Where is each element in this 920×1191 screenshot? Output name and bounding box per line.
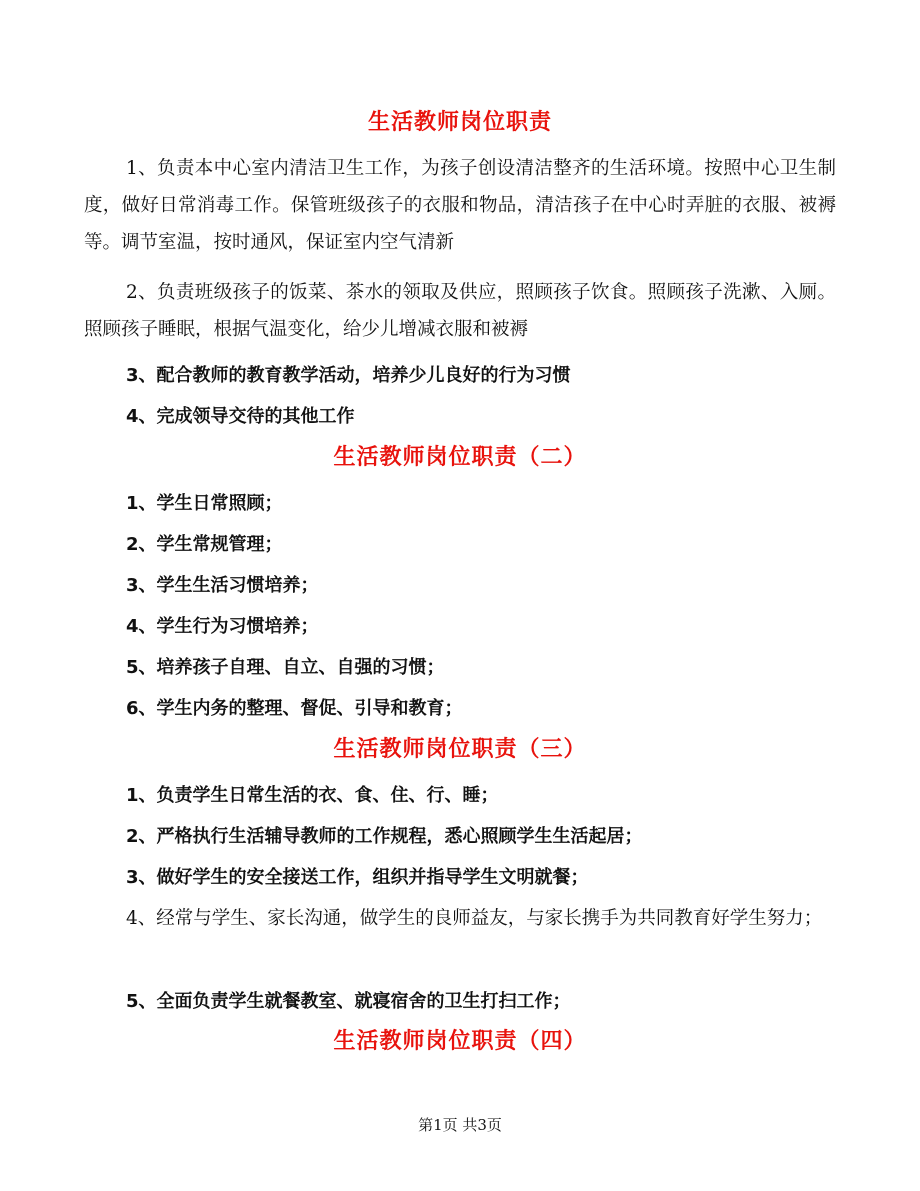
section-1-item-1: 1、负责本中心室内清洁卫生工作，为孩子创设清洁整齐的生活环境。按照中心卫生制度，做好日常消毒工作。保管班级孩子的衣服和物品，清洁孩子在中心时弄脏的衣服、被褥等。调节室温，按时通风，保证室内空气清新 (84, 158, 836, 253)
section-2-item-6: 6、学生内务的整理、督促、引导和教育； (126, 698, 463, 719)
section-3-item-2: 2、严格执行生活辅导教师的工作规程，悉心照顾学生生活起居； (126, 826, 643, 847)
section-2-title: 生活教师岗位职责（二） (333, 445, 587, 470)
section-2-item-4: 4、学生行为习惯培养； (126, 616, 319, 637)
section-3-item-3: 3、做好学生的安全接送工作，组织并指导学生文明就餐； (126, 867, 589, 888)
section-3-item-4: 4、经常与学生、家长沟通，做学生的良师益友，与家长携手为共同教育好学生努力； (126, 908, 823, 929)
section-1-item-2: 2、负责班级孩子的饭菜、茶水的领取及供应，照顾孩子饮食。照顾孩子洗漱、入厕。照顾孩子睡眠，根据气温变化，给少儿增减衣服和被褥 (84, 282, 836, 340)
section-2-item-2: 2、学生常规管理； (126, 534, 283, 555)
section-1-title: 生活教师岗位职责 (367, 110, 552, 135)
section-3-title: 生活教师岗位职责（三） (333, 737, 587, 762)
page-footer: 第1页 共3页 (418, 1116, 502, 1134)
section-3-item-1: 1、负责学生日常生活的衣、食、住、行、睡； (126, 785, 499, 806)
section-2-item-5: 5、培养孩子自理、自立、自强的习惯； (126, 657, 445, 678)
section-4-title: 生活教师岗位职责（四） (333, 1029, 587, 1054)
section-3-item-5: 5、全面负责学生就餐教室、就寝宿舍的卫生打扫工作； (126, 991, 571, 1012)
section-1-item-3: 3、配合教师的教育教学活动，培养少儿良好的行为习惯 (126, 365, 571, 386)
section-2-item-3: 3、学生生活习惯培养； (126, 575, 319, 596)
section-2-item-1: 1、学生日常照顾； (126, 493, 283, 514)
section-1-item-4: 4、完成领导交待的其他工作 (126, 406, 355, 427)
